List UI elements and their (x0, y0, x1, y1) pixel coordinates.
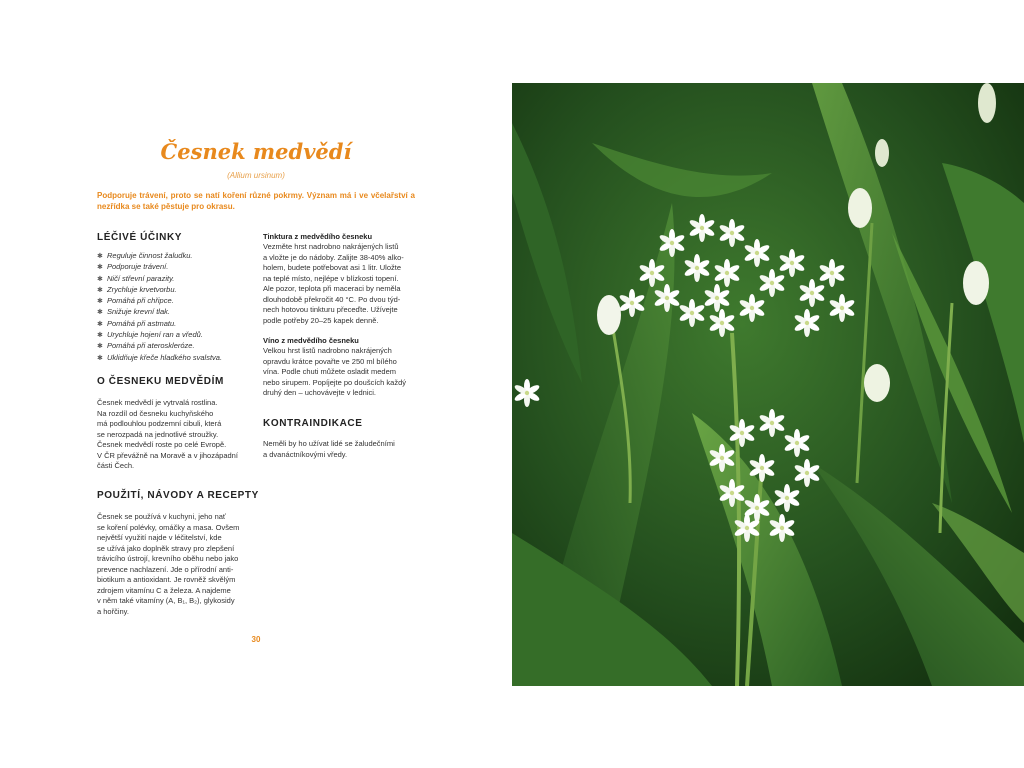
list-item: ✱ Podporuje trávení. (97, 262, 247, 273)
list-item: ✱ Reguluje činnost žaludku. (97, 251, 247, 262)
list-item: ✱ Pomáhá při chřipce. (97, 296, 247, 307)
bullet-icon: ✱ (97, 343, 103, 351)
about-heading: O ČESNEKU MEDVĚDÍM (97, 376, 224, 387)
wine-text: Velkou hrst listů nadrobno nakrájených opravdu krátce povařte ve 250 ml bílého vína. Podle chuti můžete osladit medem nebo sirupem. Popíjejte po doušcích každý druhý den – uchovávejte v lednici. (263, 346, 407, 397)
contra-heading: KONTRAINDIKACE (263, 418, 363, 429)
effects-list (97, 251, 247, 364)
list-item: ✱ Ničí střevní parazity. (97, 274, 247, 285)
bullet-icon: ✱ (97, 354, 103, 362)
list-item: ✱ Snižuje krevní tlak. (97, 307, 247, 318)
list-item: ✱ Zrychluje krvetvorbu. (97, 285, 247, 296)
tincture-text: Vezměte hrst nadrobno nakrájených listů a vložte je do nádoby. Zalijte 38-40% alko- holem, budete potřebovat asi 1 litr. Uložte na teplé místo, nejlépe v blízkosti topení. Ale pozor, teplota při maceraci by neměla dlouhodobě překročit 40 °C. Po dvou týd- nech hotovou tinkturu přeceďte. Užívejte podle potřeby 20–25 kapek denně. (263, 242, 404, 325)
about-text: Česnek medvědí je vytrvalá rostlina. Na rozdíl od česneku kuchyňského má podlouhlou podzemní cibuli, která se nerozpadá na jednotlivé stroužky. Česnek medvědí roste po celé Evropě. V ČR převážně na Moravě a v jihozápadní části Čech. (97, 398, 238, 470)
bullet-icon: ✱ (97, 298, 103, 306)
contra-text: Neměli by ho užívat lidé se žaludečními a dvanáctníkovými vředy. (263, 439, 395, 459)
bullet-icon: ✱ (97, 320, 103, 328)
bullet-icon: ✱ (97, 332, 103, 340)
effects-heading: LÉČIVÉ ÚČINKY (97, 232, 183, 243)
wild-garlic-photo (512, 83, 1024, 686)
wine-heading: Víno z medvědího česneku (263, 336, 359, 345)
list-item: ✱ Pomáhá při astmatu. (97, 319, 247, 330)
bullet-icon: ✱ (97, 275, 103, 283)
usage-heading: POUŽITÍ, NÁVODY A RECEPTY (97, 490, 259, 501)
usage-text: Česnek se používá v kuchyni, jeho nať se koření polévky, omáčky a masa. Ovšem největší využití najde v léčitelství, kde se užívá jako doplněk stravy pro zlepšení trávicího ústrojí, krevního oběhu nebo jako prevence nachlazení. Jde o přírodní anti- biotikum a antioxidant. Je rovněž skvělým zdrojem vitamínu C a železa. A najdeme v něm také vitamíny (A, B₁, B₂), glykosidy a hořčiny. (97, 512, 240, 616)
bullet-icon: ✱ (97, 286, 103, 294)
list-item: ✱ Urychluje hojení ran a vředů. (97, 330, 247, 341)
bullet-icon: ✱ (97, 309, 103, 317)
intro-paragraph: Podporuje trávení, proto se natí koření různé pokrmy. Význam má i ve včelařství a nezřídka se také pěstuje pro okrasu. (97, 191, 415, 211)
tincture-heading: Tinktura z medvědího česneku (263, 232, 373, 241)
list-item: ✱ Pomáhá při ateroskleróze. (97, 341, 247, 352)
latin-name: (Allium ursinum) (227, 171, 285, 180)
bullet-icon: ✱ (97, 264, 103, 272)
page-number: 30 (251, 635, 261, 644)
list-item: ✱ Uklidňuje křeče hladkého svalstva. (97, 353, 247, 364)
bullet-icon: ✱ (97, 253, 103, 260)
page-title: Česnek medvědí (160, 139, 352, 164)
